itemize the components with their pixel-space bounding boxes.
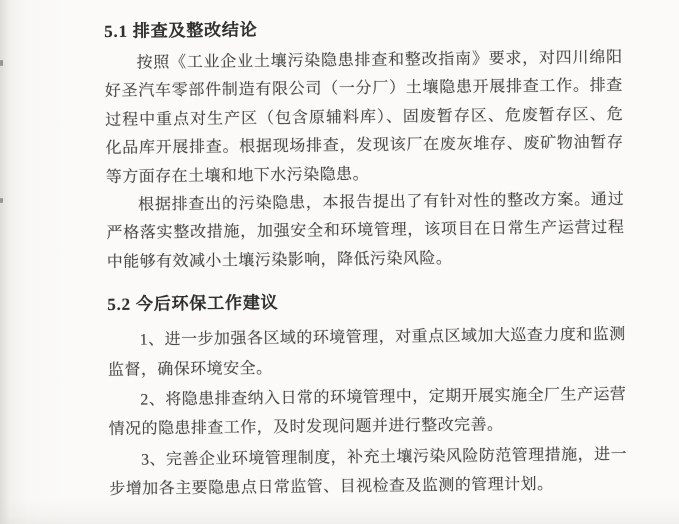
advice-item-1: 1、进一步加强各区域的环境管理，对重点区域加大巡查力度和监测监督，确保环境安全。 <box>107 326 626 379</box>
scan-artifact-speck <box>0 60 3 66</box>
paragraph-inspection-summary: 按照《工业企业土壤污染隐患排查和整改指南》要求，对四川绵阳好圣汽车零部件制造有限公司（一分厂）土壤隐患开展排查工作。排查过程中重点对生产区（包含原辅料库）、固废暂存区、危废暂存区、危化品库开展排查。根据现场排查，发现该厂在废灰堆存、废矿物油暂存等方面存在土壤和地下水污染隐患。 <box>104 49 624 186</box>
document-content <box>104 11 628 506</box>
advice-item-2: 2、将隐患排查纳入日常的环境管理中，定期开展实施全厂生产运营情况的隐患排查工作，及时发现问题并进行整改完善。 <box>108 386 627 439</box>
scan-left-edge-shadow <box>0 0 70 524</box>
advice-item-3: 3、完善企业环境管理制度，补充土壤污染风险防范管理措施，进一步增加各主要隐患点日常监管、目视检查及监测的管理计划。 <box>109 445 628 499</box>
section-heading-5-2: 5.2 今后环保工作建议 <box>107 293 279 315</box>
scan-artifact-speck <box>0 198 3 203</box>
section-heading-5-1: 5.1 排查及整改结论 <box>104 20 258 41</box>
paragraph-rectification-plan: 根据排查出的污染隐患，本报告提出了有针对性的整改方案。通过严格落实整改措施，加强安全和环境管理，该项目在日常生产运营过程中能够有效减小土壤污染影响，降低污染风险。 <box>106 191 625 271</box>
